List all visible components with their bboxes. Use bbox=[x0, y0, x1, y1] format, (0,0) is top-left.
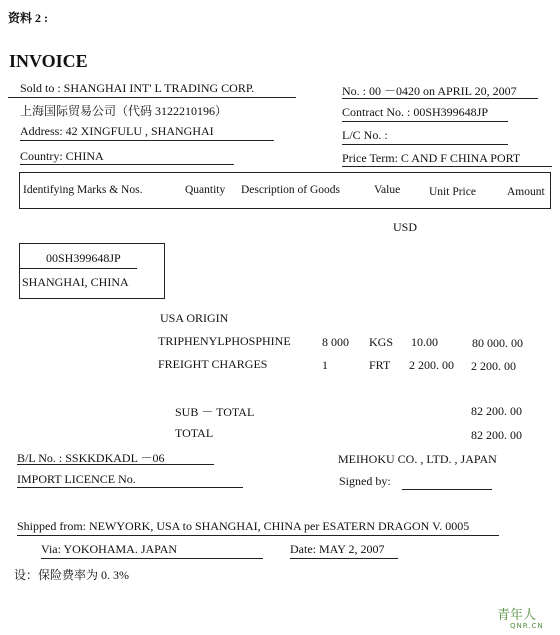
contract-underline bbox=[342, 121, 508, 122]
buyer-chinese-name: 上海国际贸易公司（代码 3122210196） bbox=[20, 104, 228, 118]
item-1-description: TRIPHENYLPHOSPHINE bbox=[158, 334, 291, 348]
col-marks: Identifying Marks & Nos. bbox=[23, 184, 143, 196]
via-line: Via: YOKOHAMA. JAPAN bbox=[41, 542, 178, 556]
col-amount: Amount bbox=[507, 186, 545, 198]
price-term: Price Term: C AND F CHINA PORT bbox=[342, 151, 521, 165]
document-label: 资料 2 : bbox=[8, 11, 48, 25]
item-1-unit: KGS bbox=[369, 335, 394, 349]
shipped-from-underline bbox=[17, 535, 499, 536]
shipping-marks-divider bbox=[19, 268, 137, 269]
import-licence-underline bbox=[17, 487, 243, 488]
currency-label: USD bbox=[393, 220, 418, 234]
country-underline bbox=[20, 164, 234, 165]
item-2-description: FREIGHT CHARGES bbox=[158, 357, 268, 371]
total-value: 82 200. 00 bbox=[471, 428, 522, 442]
lc-underline bbox=[342, 144, 508, 145]
origin-line: USA ORIGIN bbox=[160, 311, 229, 325]
marks-line-2: SHANGHAI, CHINA bbox=[22, 275, 129, 289]
signature-line bbox=[402, 489, 492, 490]
item-1-amount: 80 000. 00 bbox=[472, 336, 523, 350]
subtotal-label: SUB － TOTAL bbox=[175, 405, 255, 419]
watermark-logo: 青年人 bbox=[497, 608, 537, 623]
shipped-from-line: Shipped from: NEWYORK, USA to SHANGHAI, CHINA per ESATERN DRAGON V. 0005 bbox=[17, 519, 470, 533]
sold-to-underline bbox=[8, 97, 296, 98]
col-quantity: Quantity bbox=[185, 184, 226, 196]
item-2-quantity: 1 bbox=[322, 358, 328, 372]
watermark-url: QNR.CN bbox=[510, 622, 544, 630]
item-2-unit: FRT bbox=[369, 358, 391, 372]
date-line: Date: MAY 2, 2007 bbox=[290, 542, 385, 556]
contract-number: Contract No. : 00SH399648JP bbox=[342, 105, 489, 119]
col-value: Value bbox=[374, 184, 401, 196]
item-2-amount: 2 200. 00 bbox=[471, 359, 516, 373]
via-underline bbox=[41, 558, 263, 559]
date-underline bbox=[290, 558, 398, 559]
import-licence: IMPORT LICENCE No. bbox=[17, 472, 136, 486]
seller-name: MEIHOKU CO. , LTD. , JAPAN bbox=[338, 452, 497, 466]
address-underline bbox=[20, 140, 274, 141]
sold-to-line: Sold to : SHANGHAI INT' L TRADING CORP. bbox=[20, 81, 255, 95]
subtotal-value: 82 200. 00 bbox=[471, 404, 522, 418]
address-line: Address: 42 XINGFULU , SHANGHAI bbox=[20, 124, 214, 138]
signed-by-label: Signed by: bbox=[339, 474, 391, 488]
country-line: Country: CHINA bbox=[20, 149, 104, 163]
total-label: TOTAL bbox=[175, 426, 214, 440]
marks-line-1: 00SH399648JP bbox=[46, 251, 121, 265]
col-unit-price: Unit Price bbox=[429, 186, 476, 198]
invoice-number-underline bbox=[342, 98, 538, 99]
price-term-underline bbox=[342, 166, 552, 167]
item-1-quantity: 8 000 bbox=[322, 335, 349, 349]
item-1-price: 10.00 bbox=[411, 335, 438, 349]
invoice-number: No. : 00 －0420 on APRIL 20, 2007 bbox=[342, 84, 517, 98]
col-description: Description of Goods bbox=[241, 184, 341, 196]
insurance-note: 设：保险费率为 0. 3% bbox=[14, 568, 129, 582]
bl-underline bbox=[17, 464, 214, 465]
item-2-price: 2 200. 00 bbox=[409, 358, 454, 372]
lc-number: L/C No. : bbox=[342, 128, 388, 142]
invoice-title: INVOICE bbox=[9, 51, 88, 71]
bl-number: B/L No. : SSKKDKADL －06 bbox=[17, 451, 165, 465]
